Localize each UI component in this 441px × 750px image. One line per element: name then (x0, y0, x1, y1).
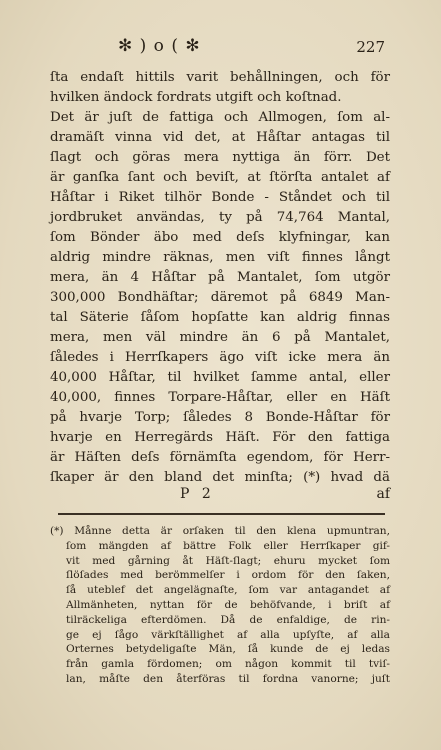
signature-mark: P 2 (180, 486, 215, 502)
body-line: ſlagt och göras mera nyttiga än förr. Det (50, 150, 390, 165)
footnote-line: Orternes betydeligaſte Män, ſå kunde de ej ledas (66, 643, 390, 656)
body-line: ſkaper är den bland det minſta; (*) hvad dä (50, 470, 390, 485)
footnote-rule (58, 513, 385, 515)
footnote-line: ſlöſades med berömmelſer i ordom för den ſaken, (66, 569, 390, 582)
body-line: 40,000 Håſtar, til hvilket ſamme antal, eller (50, 370, 390, 385)
body-line: jordbruket användas, ty på 74,764 Mantal, (50, 210, 390, 225)
footnote-line: Allmänheten, nyttan för de behöfvande, i briſt af (66, 598, 390, 611)
footnote-line: (*) Månne detta är orſaken til den klena upmuntran, (50, 525, 390, 537)
body-line: på hvarje Torp; ſåledes 8 Bonde-Håſtar för (50, 410, 390, 425)
body-line: mera, men väl mindre än 6 på Mantalet, (50, 330, 390, 345)
signature-row (50, 486, 390, 508)
catchword: af (376, 486, 390, 502)
footnote-line: tilräckeliga efterdömen. Då de enfaldige, de rin- (66, 613, 390, 626)
body-line: 40,000, finnes Torpare-Håſtar, eller en Häſt (50, 390, 390, 405)
body-line: hvilken ändock fordrats utgift och koſtnad. (50, 90, 342, 105)
running-head (0, 36, 441, 60)
body-line: ſom Bönder äbo med deſs klyfningar, kan (50, 230, 390, 245)
footnote-line: lan, måſte den återföras til fordna vanorne; juſt (66, 672, 390, 685)
page-number: 227 (356, 38, 385, 56)
footnote-line: ſå uteblef det angelägnaſte, ſom var antagandet af (66, 584, 390, 597)
body-line: aldrig mindre räknas, men viſt finnes långt (50, 250, 390, 265)
footnote-line: från gamla fördomen; om någon kommit til tviſ- (66, 658, 390, 671)
body-line: är ganſka ſant och beviſt, at ſtörſta antalet af (50, 170, 390, 185)
body-line: Det är juſt de fattiga och Allmogen, ſom al- (50, 110, 390, 125)
body-line: tal Säterie ſåſom hopſatte kan aldrig finnas (50, 310, 390, 325)
body-line: hvarje en Herregärds Häſt. För den fattiga (50, 430, 390, 445)
body-line: ſta endaſt hittils varit behållningen, och för (50, 70, 390, 85)
body-line: är Häſten deſs förnämſta egendom, för Herr- (50, 450, 390, 465)
body-line: 300,000 Bondhäſtar; däremot på 6849 Man- (50, 290, 390, 305)
header-ornament: ✻ ) o ( ✻ (118, 36, 201, 56)
body-line: Håſtar i Riket tilhör Bonde - Ståndet och til (50, 190, 390, 205)
footnote-line: ſom mängden af bättre Folk eller Herrſkaper gif- (66, 539, 390, 552)
body-line: dramäſt vinna vid det, at Håſtar antagas til (50, 130, 390, 145)
footnote-line: ge ej ſågo värkſtällighet af alla upſyſte, af alla (66, 628, 390, 641)
body-line: ſåledes i Herrſkapers ägo viſt icke mera än (50, 350, 390, 365)
footnote-line: vit med gårning åt Häſt-ſlagt; ehuru mycket ſom (66, 554, 390, 567)
footnote (50, 524, 390, 687)
body-text (50, 68, 390, 488)
body-line: mera, än 4 Håſtar på Mantalet, ſom utgör (50, 270, 390, 285)
